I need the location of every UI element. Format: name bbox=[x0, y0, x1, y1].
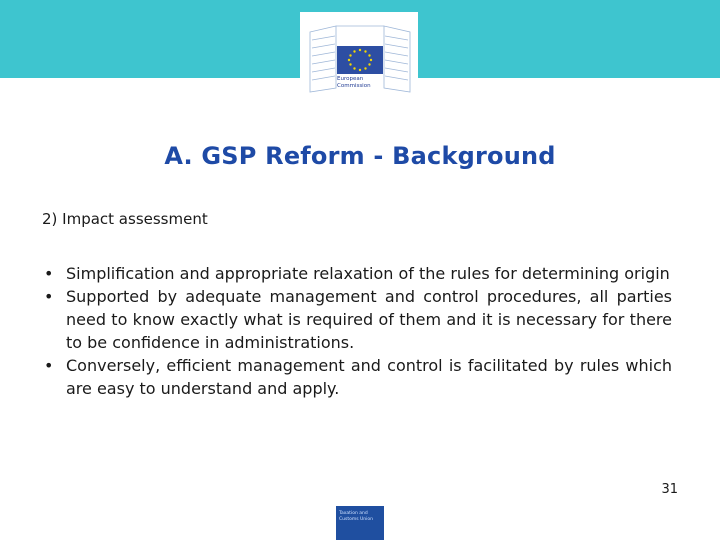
slide-title: A. GSP Reform - Background bbox=[164, 142, 556, 170]
page-number: 31 bbox=[661, 482, 678, 497]
logo-text: European Commission bbox=[337, 76, 371, 89]
list-item bbox=[42, 285, 672, 354]
bullet-text: Conversely, efficient management and control is facilitated by rules which are easy to understand and apply. bbox=[66, 356, 672, 398]
bullet-text: Simplification and appropriate relaxation of the rules for determining origin bbox=[66, 264, 670, 283]
slide-subtitle: 2) Impact assessment bbox=[42, 210, 208, 228]
bullet-list bbox=[42, 262, 672, 400]
footer-tag-text: Taxation and Customs Union bbox=[339, 511, 374, 522]
european-commission-logo bbox=[300, 12, 418, 104]
taxation-customs-union-logo bbox=[336, 506, 384, 540]
bullet-dot-icon: • bbox=[44, 356, 54, 375]
bullet-dot-icon: • bbox=[44, 287, 54, 306]
list-item bbox=[42, 262, 672, 285]
commission-building-icon bbox=[300, 12, 418, 104]
bullet-text: Supported by adequate management and control procedures, all parties need to know exactly what is required of them and it is necessary for there to be confidence in administrations. bbox=[66, 287, 672, 352]
bullet-dot-icon: • bbox=[44, 264, 54, 283]
list-item bbox=[42, 354, 672, 400]
